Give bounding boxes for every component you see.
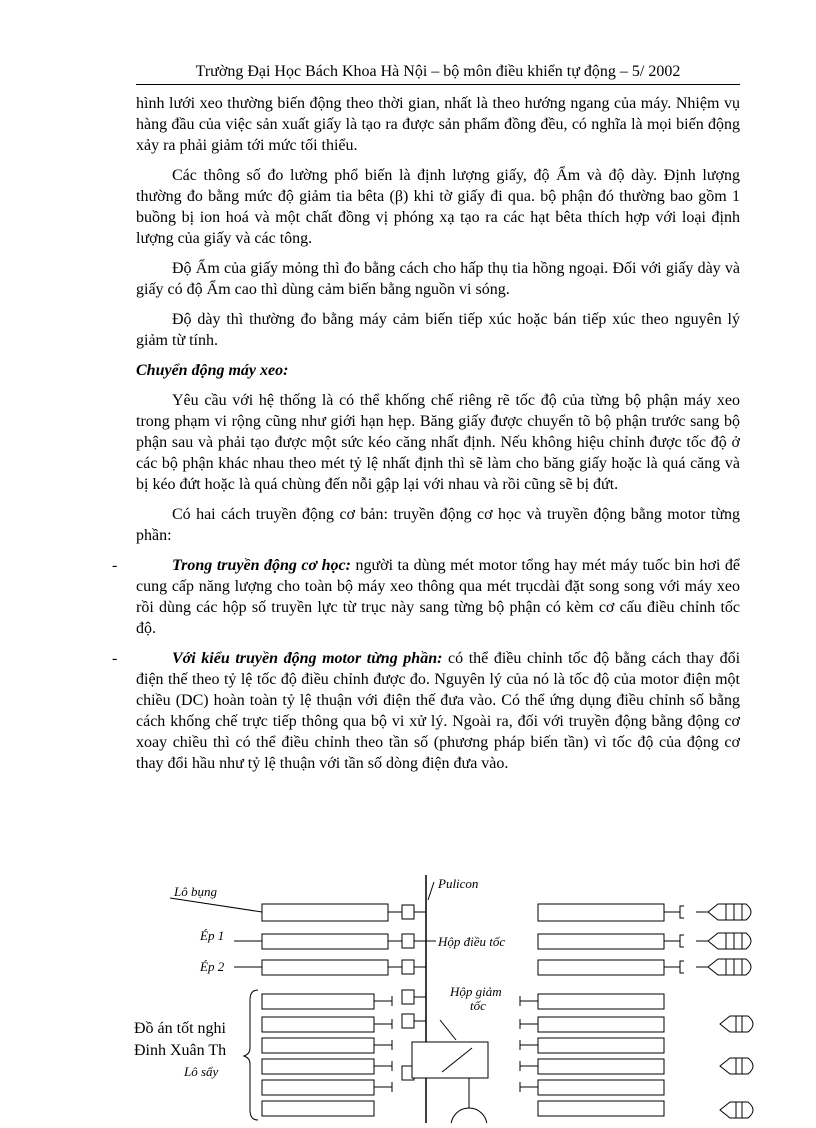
paragraph-3: Độ Ẩm của giấy mỏng thì đo bằng cách cho hấp thụ tia hồng ngoại. Đối với giấy dày và giấy có độ Ẩm cao thì dùng cảm biến bằng nguồn vi sóng. [136, 260, 740, 298]
bullet-title: Với kiểu truyền động motor từng phần: [172, 650, 443, 667]
motor-ep-1 [696, 933, 751, 949]
label-ep-2: Ép 2 [200, 959, 225, 974]
paragraph-5: Yêu cầu với hệ thống là có thể khống chế riêng rẽ tốc độ của từng bộ phận máy xeo trong phạm vi rộng cũng như giới hạn hẹp. Băng giấy được chuyển tõ bộ phận trước sang bộ phận sau và phải tạo được một sức kéo căng nhất định. Nếu không hiệu chỉnh được tốc độ ở các bộ phận khác nhau theo mét tỷ lệ nhất định thì sẽ làm cho băng giấy hoặc là quá căng và bị kéo đứt hoặc là quá chùng đến nỗi gập lại với nhau và rồi cũng sẽ bị đứt. [136, 392, 740, 493]
label-hop-giam-toc-2: tốc [470, 998, 486, 1013]
label-lo-say: Lô sấy [184, 1064, 219, 1079]
diagram-svg [130, 870, 770, 1123]
paragraph-2: Các thông số đo lường phổ biến là định lượng giấy, độ Ẩm và độ dày. Định lượng thường đo bằng mức độ giảm tia bêta (β) khi tờ giấy đi qua. bộ phận đó thường bao gồm 1 buồng bị ion hoá và một chất đồng vị phóng xạ tạo ra các hạt bêta thích hợp với loại định lượng của giấy và các tông. [136, 167, 740, 247]
footer-line-2: Đinh Xuân Th [134, 1042, 227, 1059]
motor-ep-2 [696, 959, 751, 975]
body-text [112, 93, 741, 783]
paragraph-1: hình lưới xeo thường biến động theo thời gian, nhất là theo hướng ngang của máy. Nhiệm vụ hàng đầu của việc sản xuất giấy là tạo ra được sản phẩm đồng đều, có nghĩa là mọi biến động xảy ra phải giảm tới mức tối thiểu. [136, 95, 740, 154]
roller-lo-bung [262, 904, 388, 921]
bullet-text: có thể điều chỉnh tốc độ bằng cách thay đổi điện thế theo tỷ lệ tốc độ điều chỉnh được đo. Nguyên lý của nó là tốc độ của motor điện một chiều (DC) hoàn toàn tỷ lệ thuận với điện thế đưa vào. Có thể ứng dụng điều chỉnh số bằng cách khống chế trực tiếp thông qua bộ vi xử lý. Ngoài ra, đối với truyền động bằng động cơ xoay chiều thì có thể điều chỉnh theo tần số (phương pháp biến tần) vì tốc độ của động cơ thay đổi hầu như tỷ lệ thuận với tần số dòng điện đưa vào. [136, 650, 741, 772]
paragraph-6: Có hai cách truyền động cơ bản: truyền động cơ học và truyền động bằng motor từng phần: [136, 506, 740, 544]
page-footer [134, 1018, 226, 1062]
motor-say-1 [720, 1016, 753, 1032]
label-hop-dieu-toc: Hộp điều tốc [438, 934, 506, 949]
section-heading: Chuyển động máy xeo: [136, 362, 289, 379]
label-pulicon: Pulicon [438, 876, 479, 891]
motor-say-2 [720, 1058, 753, 1074]
roller-ep-1 [262, 934, 388, 949]
paragraph-4: Độ dày thì thường đo bằng máy cảm biến tiếp xúc hoặc bán tiếp xúc theo nguyên lý giảm từ tính. [136, 311, 740, 349]
motor-lo-bung [696, 904, 751, 920]
bullet-text: người ta dùng mét motor tổng hay mét máy tuốc bin hơi để cung cấp năng lượng cho toàn bộ máy xeo thông qua mét trụcdài đặt song song với máy xeo rồi dùng các hộp số truyền lực từ trục này sang từng bộ phận có kèm cơ cấu điều chỉnh tốc độ. [136, 557, 741, 637]
label-lo-bung: Lô bụng [174, 884, 217, 899]
bullet-title: Trong truyền động cơ học: [172, 557, 351, 574]
label-ep-1: Ép 1 [200, 928, 225, 943]
roller-ep-2 [262, 960, 388, 975]
footer-line-1: Đồ án tốt nghi [134, 1020, 226, 1037]
main-motor [451, 1108, 487, 1123]
bullet-dash: - [112, 650, 118, 667]
bullet-motor [112, 648, 741, 774]
bullet-dash: - [112, 557, 118, 574]
label-hop-giam-toc: Hộp giảm [450, 984, 502, 999]
bullet-mechanical [112, 555, 741, 639]
reduction-gearbox [412, 1042, 488, 1078]
drive-diagram [130, 870, 770, 1128]
page-header: Trường Đại Học Bách Khoa Hà Nội – bộ môn điều khiển tự động – 5/ 2002 [136, 62, 740, 85]
motor-say-3 [720, 1102, 753, 1118]
